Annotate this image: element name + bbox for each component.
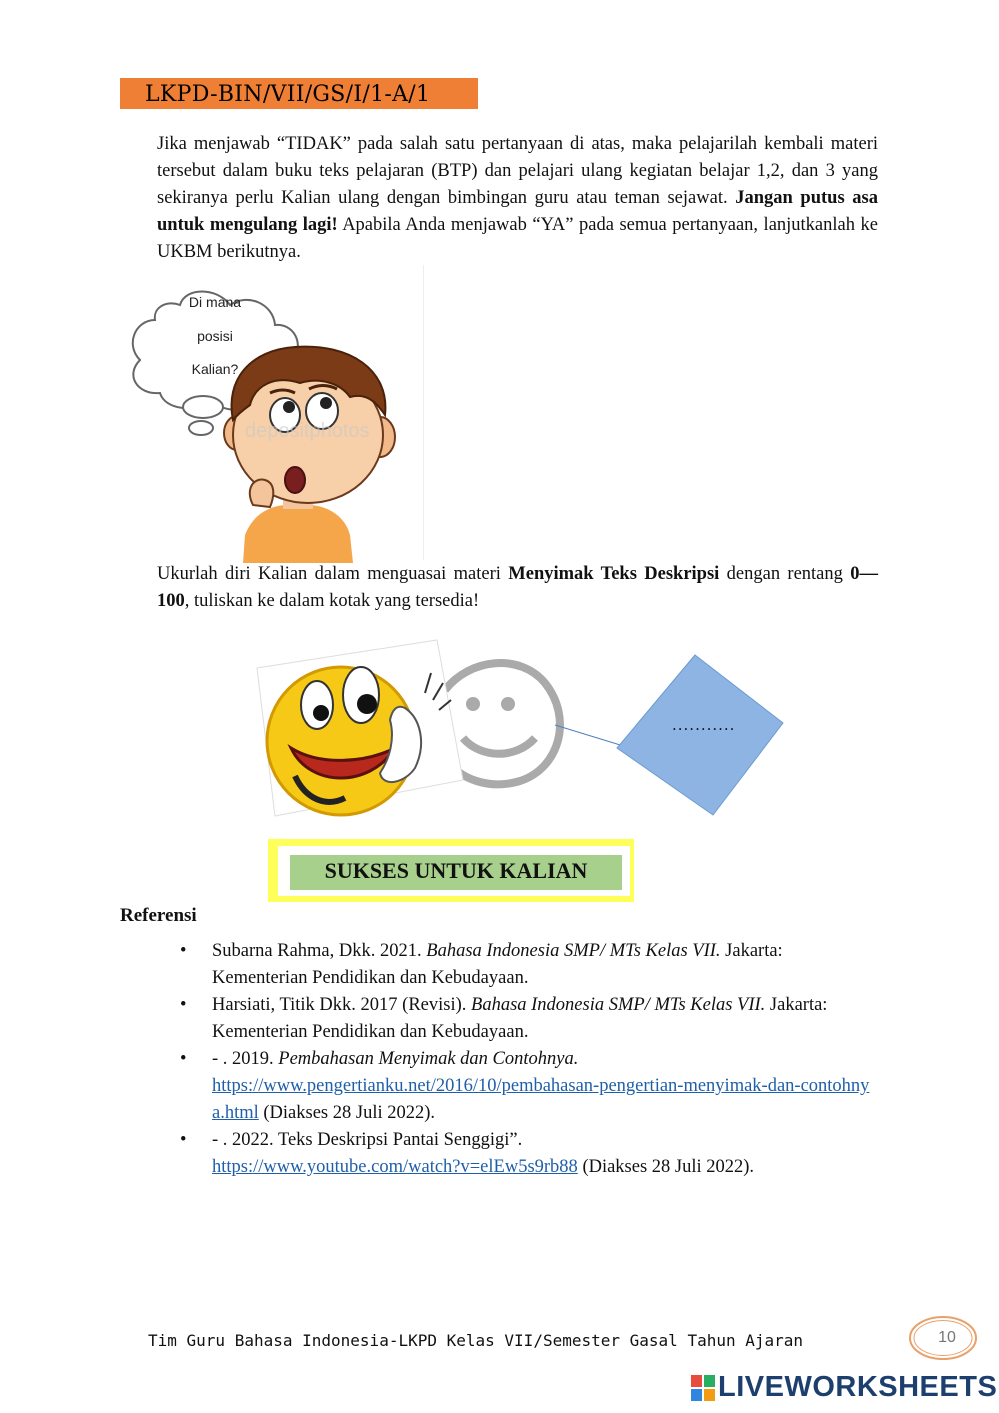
watermark: depositphotos [245, 420, 370, 442]
header-code: LKPD-BIN/VII/GS/I/1-A/1 [145, 82, 431, 107]
footer-text: Tim Guru Bahasa Indonesia-LKPD Kelas VII/Semester Gasal Tahun Ajaran [148, 1331, 804, 1350]
thought-line-3: Kalian? [191, 361, 239, 377]
reference-item: • - . 2022. Teks Deskripsi Pantai Senggigi”. https://www.youtube.com/watch?v=elEw5s9rb88 (Diakses 28 Juli 2022). [180, 1127, 880, 1181]
bullet: • [180, 1049, 187, 1069]
grey-smiley-icon [445, 663, 560, 784]
connector-line [555, 725, 630, 748]
thought-line-2: posisi [197, 328, 233, 344]
bullet: • [180, 1130, 187, 1150]
reference-link[interactable]: https://www.pengertianku.net/2016/10/pembahasan-pengertian-menyimak-dan-contohnya.html [212, 1076, 870, 1123]
shirt [243, 505, 353, 563]
references-list [180, 938, 880, 1181]
liveworksheets-logo-icon [690, 1374, 716, 1402]
liveworksheets-brand[interactable]: LIVEWORKSHEETS [718, 1371, 998, 1403]
intro-paragraph: Jika menjawab “TIDAK” pada salah satu pertanyaan di atas, maka pelajarilah kembali materi tersebut dalam buku teks pelajaran (BTP) dan pelajari ulang kegiatan belajar 1,2, dan 3 yang sekiranya perlu Kalian ulang dengan bimbingan guru atau teman sejawat. Jangan putus asa untuk mengulang lagi! Apabila Anda menjawab “YA” pada semua pertanyaan, lanjutkanlah ke UKBM berikutnya. [157, 134, 878, 262]
reference-item: • - . 2019. Pembahasan Menyimak dan Contohnya. https://www.pengertianku.net/2016/10/pembahasan-pengertian-menyimak-dan-contohnya.html (Diakses 28 Juli 2022). [180, 1046, 880, 1127]
success-banner-text: SUKSES UNTUK KALIAN [324, 858, 588, 883]
reference-link[interactable]: https://www.youtube.com/watch?v=elEw5s9rb88 [212, 1157, 578, 1177]
mouth [285, 467, 305, 493]
intro-emphasis: Jangan putus asa untuk mengulang lagi! [157, 188, 878, 235]
thought-line-1: Di mana [188, 294, 242, 310]
thinking-boy-illustration [125, 265, 430, 563]
references-heading: Referensi [120, 905, 197, 926]
score-box-shape [617, 655, 783, 815]
reference-item: • Subarna Rahma, Dkk. 2021. Bahasa Indonesia SMP/ MTs Kelas VII. Jakarta: Kementerian Pendidikan dan Kebudayaan. [180, 938, 880, 992]
hand [250, 480, 274, 507]
page-number: 10 [938, 1329, 956, 1346]
bullet: • [180, 995, 187, 1015]
image-edge [423, 265, 424, 560]
bullet: • [180, 941, 187, 961]
score-input[interactable]: ........... [672, 716, 736, 734]
measure-paragraph: Ukurlah diri Kalian dalam menguasai materi Menyimak Teks Deskripsi dengan rentang 0—100, tuliskan ke dalam kotak yang tersedia! [157, 564, 878, 611]
reference-item: • Harsiati, Titik Dkk. 2017 (Revisi). Bahasa Indonesia SMP/ MTs Kelas VII. Jakarta: Kementerian Pendidikan dan Kebudayaan. [180, 992, 880, 1046]
